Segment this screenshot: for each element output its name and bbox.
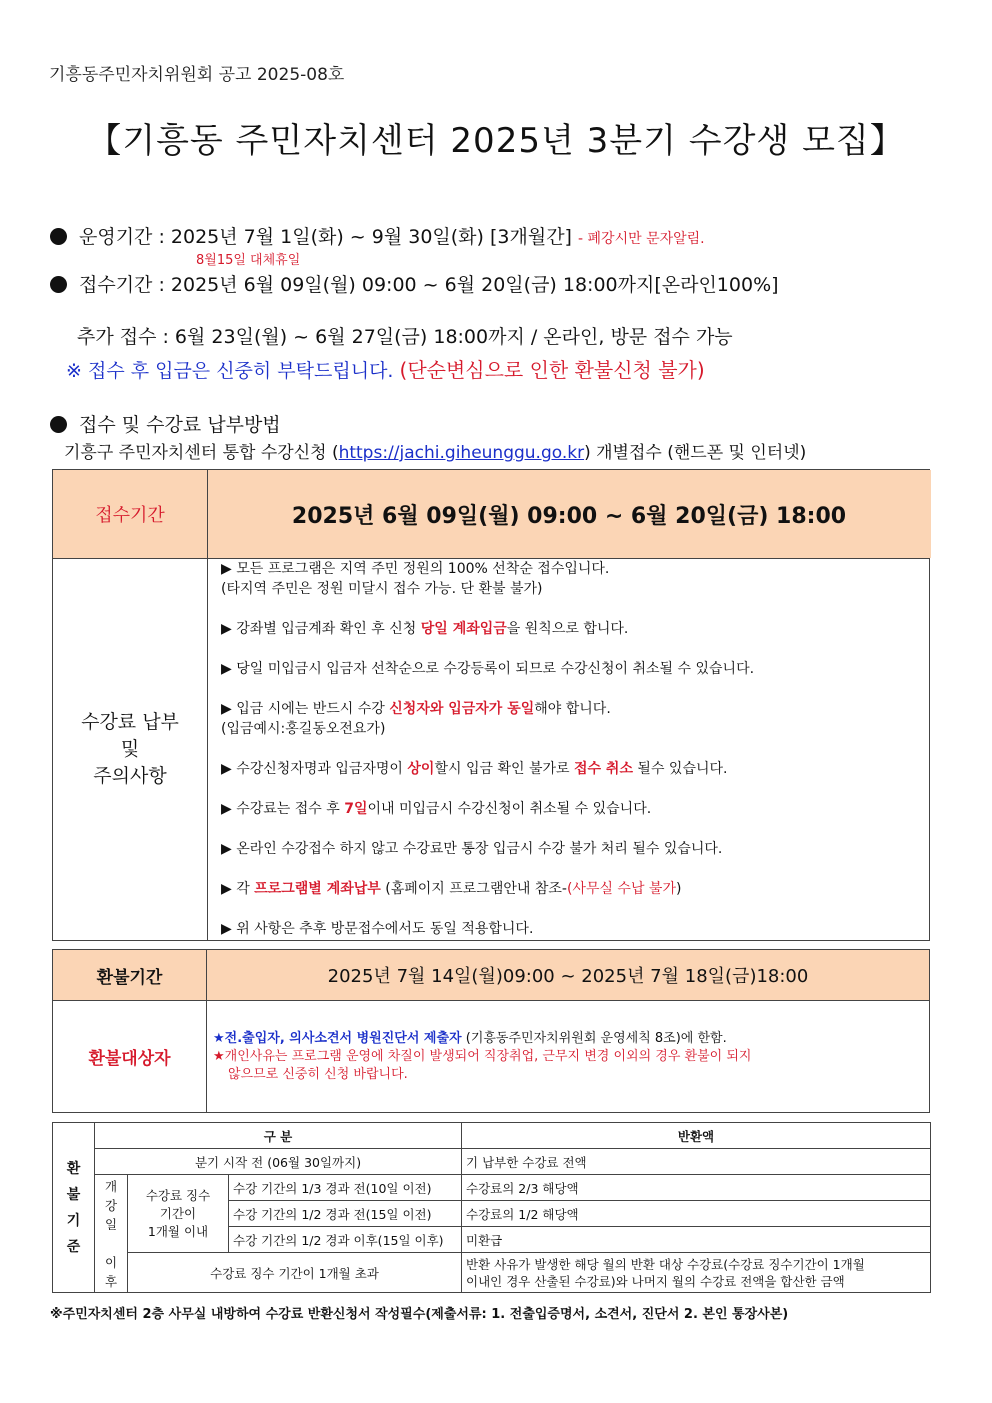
bullet-icon [50,416,67,433]
bullet-icon [50,228,67,245]
method-heading: 접수 및 수강료 납부방법 [50,410,281,437]
run-period: 운영기간 : 2025년 7월 1일(화) ~ 9월 30일(화) [3개월간] - 폐강시만 문자알림. [50,222,705,249]
method-description: 기흥구 주민자치센터 통합 수강신청 (https://jachi.giheunggu.go.kr) 개별접수 (핸드폰 및 인터넷) [64,443,807,463]
bullet-icon [50,276,67,293]
within-month-label: 수강료 징수 기간이 1개월 이내 [128,1175,229,1253]
holiday-note: 8월15일 대체휴일 [196,253,301,268]
footer-note: ※주민자치센터 2층 사무실 내방하여 수강료 반환신청서 작성필수(제출서류: 1. 전출입증명서, 소견서, 진단서 2. 본인 통장사본) [50,1307,789,1322]
reg-period: 접수기간 : 2025년 6월 09일(월) 09:00 ~ 6월 20일(금) 18:00까지[온라인100%] [50,270,779,297]
fee-notice-list: ▶ 모든 프로그램은 지역 주민 정원의 100% 선착순 접수입니다. (타지역 주민은 정원 미달시 접수 가능. 단 환불 불가) ▶ 강좌별 입금계좌 확인 후 신청 당일 계좌입금을 원칙으로 합니다. ▶ 당일 미입금시 입금자 선착순으로 수강등록이 되므로 수강신청이 취소될 수 있습니다. ▶ 입금 시에는 반드시 수강 신청자와 입금자가 동일해야 합니다. (입금예시:홍길동오전요가) ▶ 수강신청자명과 입금자명이 상이할시 입금 확인 불가로 접수 취소 될수 있습니다. ▶ 수강료는 접수 후 7일이내 미입금시 수강신청이 취소될 수 있습니다. ▶ 온라인 수강접수 하지 않고 수강료만 통장 입금시 수강 불가 처리 될수 있습니다. ▶ 각 프로그램별 계좌납부 (홈페이지 프로그램안내 참조-(사무실 수납 불가) ▶ 위 사항은 추후 방문접수에서도 동일 적용합니다. [221,561,755,937]
refund-period-label: 환불기간 [96,967,163,988]
info-table [52,469,930,941]
notice-number: 기흥동주민자치위원회 공고 2025-08호 [49,65,345,85]
cancel-note: - 폐강시만 문자알림. [578,231,705,247]
reg-period-label: 접수기간 [95,505,165,526]
extra-registration: 추가 접수 : 6월 23일(월) ~ 6월 27일(금) 18:00까지 / 온라인, 방문 접수 가능 [77,326,733,348]
refund-table [52,949,930,1113]
fee-notice-label: 수강료 납부 및 주의사항 [81,710,179,787]
after-open-label: 개 강 일 이 후 [95,1175,128,1293]
page-title: 【기흥동 주민자치센터 2025년 3분기 수강생 모집】 [87,121,905,161]
refund-criteria-side: 환 불 기 준 [53,1123,95,1293]
registration-link[interactable]: https://jachi.giheunggu.go.kr [338,443,585,463]
caution-line: ※ 접수 후 입금은 신중히 부탁드립니다. (단순변심으로 인한 환불신청 불가) [66,358,705,382]
refund-criteria-table: 환 불 기 준 구 분 반환액 분기 시작 전 (06월 30일까지) 기 납부한 수강료 전액 개 강 일 이 후 수강료 징수 기간이 1개월 이내 수강 기간의 1/3 경과 전(10일 이전) 수강료의 2/3 해당액 수강 기간의 1/2 경과 전(15일 이전) 수강료의 1/2 해당액 수강 기간의 1/2 경과 이후(15일 이후) 미환급 수강료 징수 기간이 1개월 초과 반환 사유가 발생한 해당 월의 반환 대상 수강료(수강료 징수기간이 1개월 이내인 경우 산출된 수강료)와 나머지 월의 수강료 전액을 합산한 금액 [52,1122,931,1293]
refund-target-desc: ★전.출입자, 의사소견서 병원진단서 제출자 (기흥동주민자치위원회 운영세칙 8조)에 한함. ★개인사유는 프로그램 운영에 차질이 발생되어 직장취업, 근무지 변경 이외의 경우 환불이 되지 않으므로 신중히 신청 바랍니다. [213,1031,752,1082]
reg-period-value: 2025년 6월 09일(월) 09:00 ~ 6월 20일(금) 18:00 [291,503,847,529]
refund-target-label: 환불대상자 [88,1048,171,1069]
refund-period-value: 2025년 7월 14일(월)09:00 ~ 2025년 7월 18일(금)18:00 [327,966,809,987]
